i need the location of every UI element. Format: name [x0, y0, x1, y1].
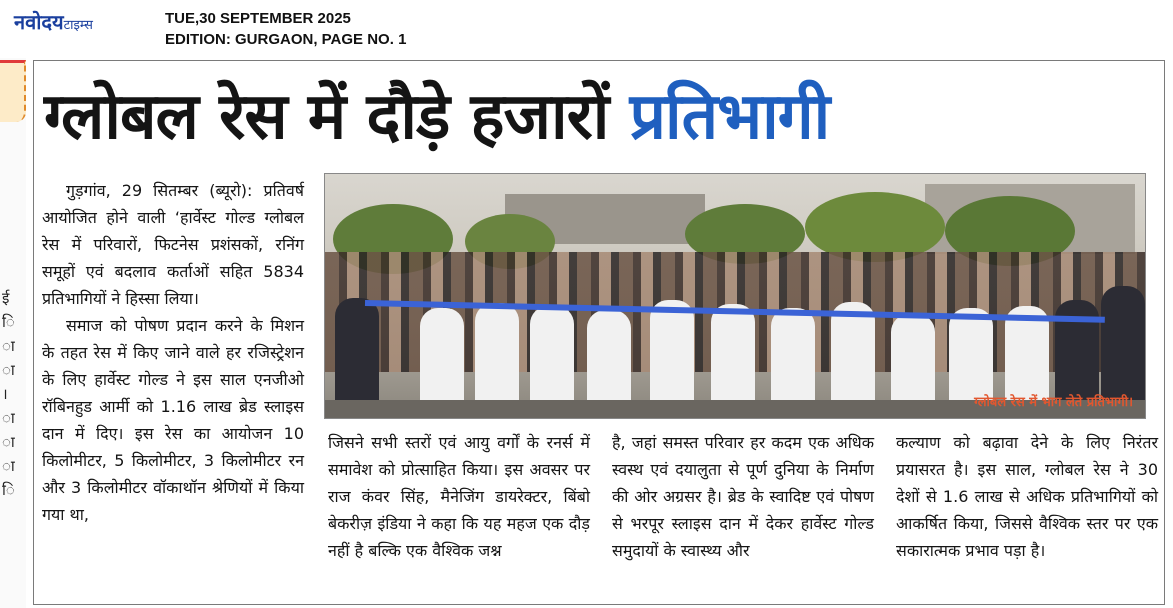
- article-headline: [44, 69, 1156, 165]
- paragraph-dateline: गुड़गांव, 29 सितम्बर (ब्यूरो): प्रतिवर्ष आयोजित होने वाली ‘हार्वेस्ट गोल्ड ग्लोबल रेस में परिवारों, फिटनेस प्रशंसकों, रनिंग समूहों एवं बदलाव कर्ताओं सहित 5834 प्रतिभागियों ने हिस्सा लिया।: [42, 181, 304, 308]
- headline-main: ग्लोबल रेस में दौड़े हजारों: [44, 80, 609, 154]
- paragraph-donation: समाज को पोषण प्रदान करने के मिशन के तहत रेस में किए जाने वाले हर रजिस्ट्रेशन के लिए हार्वेस्ट गोल्ड ने इस साल एनजीओ रॉबिनहुड आर्मी को 1.16 लाख ब्रेड स्लाइस दान में दिए। इस रेस का आयोजन 10 किलोमीटर, 5 किलोमीटर, 3 किलोमीटर रन और 3 किलोमीटर वॉकाथॉन श्रेणियों में किया गया था,: [42, 316, 304, 524]
- article-column-4: [896, 429, 1158, 564]
- masthead-bar: [0, 0, 1173, 58]
- logo-sub-text: टाइम्स: [63, 18, 93, 33]
- adjacent-article-strip: [0, 58, 26, 608]
- adjacent-tab-marker: [0, 60, 26, 122]
- paragraph-col2: जिसने सभी स्तरों एवं आयु वर्गों के रनर्स में समावेश को प्रोत्साहित किया। इस अवसर पर राज कंवर सिंह, मैनेजिंग डायरेक्टर, बिंबो बेकरीज़ इंडिया ने कहा कि यह महज एक दौड़ नहीं है बल्कि एक वैश्विक जश्न: [328, 433, 590, 560]
- newspaper-logo: [14, 8, 93, 35]
- paragraph-col4: कल्याण को बढ़ावा देने के लिए निरंतर प्रयासरत है। इस साल, ग्लोबल रेस ने 30 देशों से 1.6 लाख से अधिक प्रतिभागियों को आकर्षित किया, जिससे वैश्विक स्तर पर एक सकारात्मक प्रभाव पड़ा है।: [896, 433, 1158, 560]
- article-column-1: [42, 177, 304, 528]
- news-article: [33, 60, 1165, 605]
- edition-info: [165, 8, 406, 50]
- edition-line: EDITION: GURGAON, PAGE NO. 1: [165, 31, 407, 48]
- logo-main-text: नवोदय: [14, 10, 64, 34]
- article-photo: [324, 173, 1146, 419]
- article-column-3: [612, 429, 874, 564]
- headline-accent: प्रतिभागी: [629, 80, 830, 154]
- date-line: TUE,30 SEPTEMBER 2025: [165, 10, 351, 27]
- clipped-text-fragments: ई ि ा ा । ा ा ा ि: [2, 289, 15, 499]
- article-column-2: [328, 429, 590, 564]
- photo-caption: ग्लोबल रेस में भाग लेते प्रतिभागी।: [974, 395, 1133, 410]
- paragraph-col3: है, जहां समस्त परिवार हर कदम एक अधिक स्वस्थ एवं दयालुता से पूर्ण दुनिया के निर्माण की ओर अग्रसर है। ब्रेड के स्वादिष्ट एवं पोषण से भरपूर स्लाइस दान में देकर हार्वेस्ट गोल्ड समुदायों के स्वास्थ्य और: [612, 433, 874, 560]
